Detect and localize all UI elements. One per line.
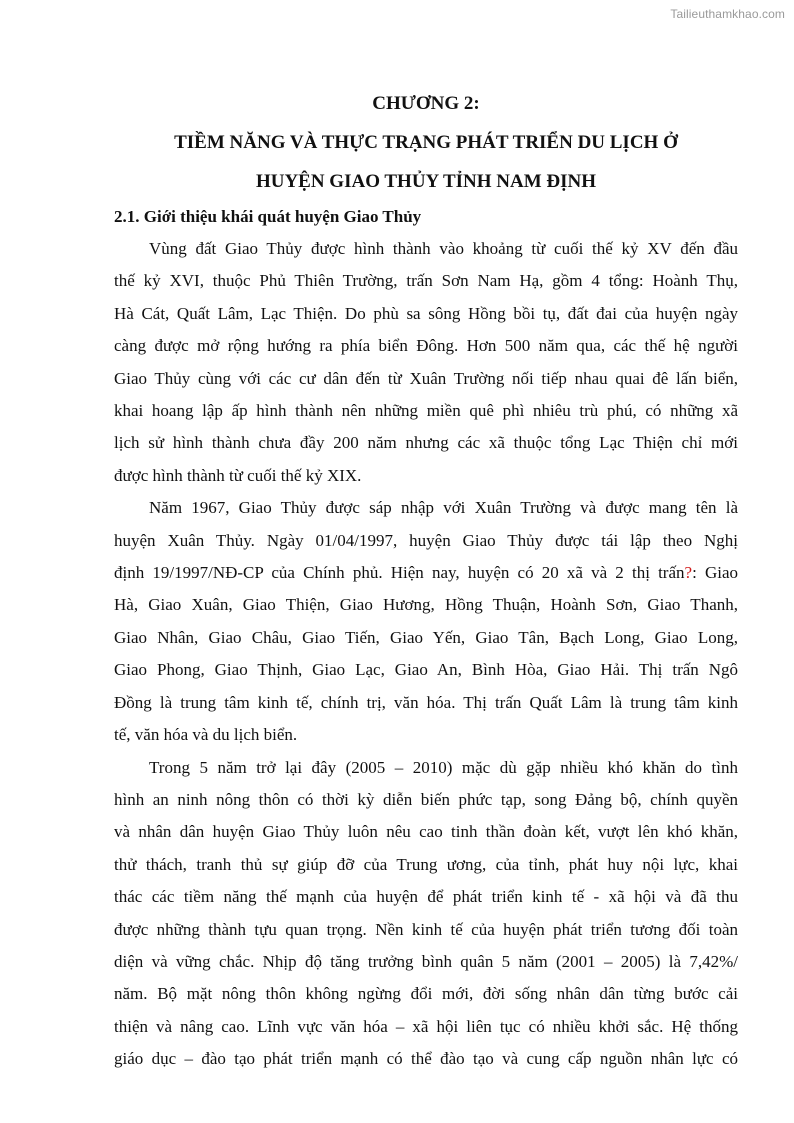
paragraph-development bbox=[114, 752, 738, 1076]
text-line: giáo dục – đào tạo phát triển mạnh có thể đào tạo và cung cấp nguồn nhân lực có bbox=[114, 1049, 738, 1069]
text-line: Hà, Giao Xuân, Giao Thiện, Giao Hương, Hồng Thuận, Hoành Sơn, Giao Thanh, bbox=[114, 595, 738, 615]
text-line: năm. Bộ mặt nông thôn không ngừng đổi mới, đời sống nhân dân từng bước cải bbox=[114, 984, 738, 1004]
text-segment: : Giao bbox=[692, 563, 738, 583]
watermark-text: Tailieuthamkhao.com bbox=[670, 7, 785, 21]
text-line: thiện và nâng cao. Lĩnh vực văn hóa – xã hội liên tục có nhiều khởi sắc. Hệ thống bbox=[114, 1016, 738, 1036]
text-line: Giao Thủy cùng với các cư dân đến từ Xuân Trường nối tiếp nhau quai đê lấn biển, bbox=[114, 368, 738, 388]
text-line: huyện Xuân Thủy. Ngày 01/04/1997, huyện Giao Thủy được tái lập theo Nghị bbox=[114, 530, 738, 550]
text-line: Giao Nhân, Giao Châu, Giao Tiến, Giao Yến, Giao Tân, Bạch Long, Giao Long, bbox=[114, 627, 738, 647]
paragraph-administration bbox=[114, 492, 738, 751]
chapter-title-line: TIỀM NĂNG VÀ THỰC TRẠNG PHÁT TRIỂN DU LỊCH Ở bbox=[174, 132, 678, 153]
text-line: Trong 5 năm trở lại đây (2005 – 2010) mặc dù gặp nhiều khó khăn do tình bbox=[149, 757, 738, 777]
text-line: được những thành tựu quan trọng. Nền kinh tế của huyện phát triển tương đối toàn bbox=[114, 919, 738, 939]
text-line: thác các tiềm năng thế mạnh của huyện để phát triển kinh tế - xã hội và đã thu bbox=[114, 887, 738, 907]
question-mark-flag: ? bbox=[684, 563, 693, 583]
text-line: và nhân dân huyện Giao Thủy luôn nêu cao tinh thần đoàn kết, vượt lên khó khăn, bbox=[114, 822, 738, 842]
text-line: tế, văn hóa và du lịch biển. bbox=[114, 725, 298, 745]
text-line: Giao Phong, Giao Thịnh, Giao Lạc, Giao An, Bình Hòa, Giao Hải. Thị trấn Ngô bbox=[114, 660, 738, 680]
paragraph-history bbox=[114, 233, 738, 492]
section-heading: 2.1. Giới thiệu khái quát huyện Giao Thủy bbox=[114, 207, 422, 226]
text-line: khai hoang lập ấp hình thành nên những miền quê phì nhiêu trù phú, có những xã bbox=[114, 401, 738, 421]
chapter-title bbox=[114, 84, 738, 201]
text-line: càng được mở rộng hướng ra phía biển Đông. Hơn 500 năm qua, các thế hệ người bbox=[114, 336, 738, 356]
text-line: thế kỷ XVI, thuộc Phủ Thiên Trường, trấn Sơn Nam Hạ, gồm 4 tổng: Hoành Thụ, bbox=[114, 271, 738, 291]
text-segment: định 19/1997/NĐ-CP của Chính phủ. Hiện nay, huyện có 20 xã và 2 thị trấn bbox=[114, 563, 685, 583]
text-line: diện và vững chắc. Nhịp độ tăng trưởng bình quân 5 năm (2001 – 2005) là 7,42%/ bbox=[114, 951, 738, 971]
text-line: Năm 1967, Giao Thủy được sáp nhập với Xuân Trường và được mang tên là bbox=[149, 498, 738, 518]
text-line: hình an ninh nông thôn có thời kỳ diễn biến phức tạp, song Đảng bộ, chính quyền bbox=[114, 789, 738, 809]
text-line: được hình thành từ cuối thế kỷ XIX. bbox=[114, 465, 362, 485]
text-line: Đồng là trung tâm kinh tế, chính trị, văn hóa. Thị trấn Quất Lâm là trung tâm kinh bbox=[114, 692, 738, 712]
document-page bbox=[114, 84, 738, 1076]
text-line: thử thách, tranh thủ sự giúp đỡ của Trung ương, của tỉnh, phát huy nội lực, khai bbox=[114, 854, 738, 874]
chapter-title-line: HUYỆN GIAO THỦY TỈNH NAM ĐỊNH bbox=[255, 171, 597, 192]
text-line: Vùng đất Giao Thủy được hình thành vào khoảng từ cuối thế kỷ XV đến đầu bbox=[149, 239, 738, 258]
chapter-number: CHƯƠNG 2: bbox=[372, 93, 480, 114]
text-line: Hà Cát, Quất Lâm, Lạc Thiện. Do phù sa sông Hồng bồi tụ, đất đai của huyện ngày bbox=[114, 303, 738, 323]
text-line bbox=[114, 557, 738, 589]
text-line: lịch sử hình thành chưa đầy 200 năm nhưng các xã thuộc tổng Lạc Thiện chỉ mới bbox=[114, 433, 738, 453]
